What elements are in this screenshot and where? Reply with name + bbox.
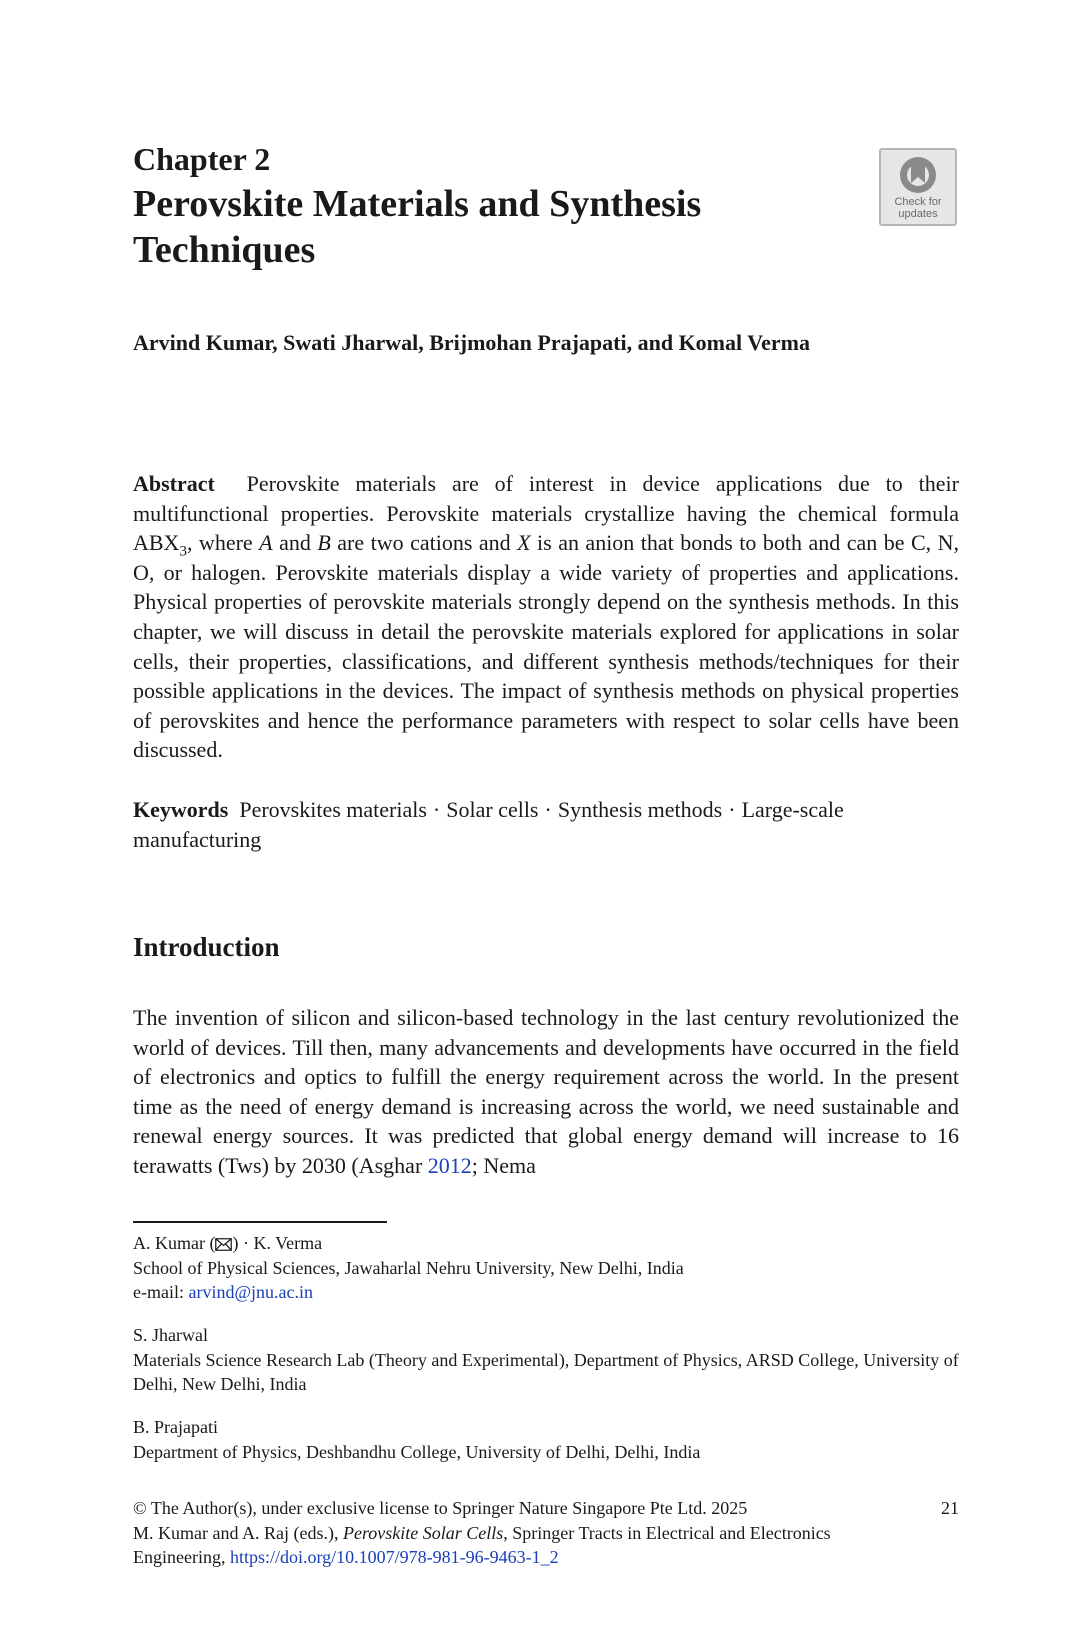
keywords-label: Keywords <box>133 797 229 822</box>
author-name: ) · K. Verma <box>232 1233 323 1253</box>
citation-link[interactable]: 2012 <box>427 1152 472 1178</box>
badge-text <box>881 196 955 220</box>
book-series: , Springer Tracts in Electrical and Electronics Engineering, <box>133 1522 831 1567</box>
affiliation-email-line <box>133 1280 959 1305</box>
affiliation-2 <box>133 1323 959 1397</box>
footnote-divider <box>133 1221 387 1223</box>
intro-text: The invention of silicon and silicon-based technology in the last century revolutionized the world of devices. Till then, many advancements and developments have occurred in the field of electronics and optics to fulfill the energy requirement across the world. In the present time as the need of energy demand is increasing across the world, we need sustainable and renewal energy sources. It was predicted that global energy demand will increase to 16 terawatts (Tws) by 2030 (Asghar <box>133 1005 959 1178</box>
affiliation-institution: Department of Physics, Deshbandhu College, University of Delhi, Delhi, India <box>133 1441 701 1462</box>
abstract-text-and: and <box>272 530 318 556</box>
affiliation-name: B. Prajapati <box>133 1417 218 1437</box>
keyword-item: Large-scale manufacturing <box>133 797 844 852</box>
keyword-separator: · <box>544 797 552 822</box>
copyright-line: © The Author(s), under exclusive license to Springer Nature Singapore Pte Ltd. 2025 <box>133 1498 748 1518</box>
book-editors: M. Kumar and A. Raj (eds.), <box>133 1522 343 1543</box>
crossmark-icon <box>899 156 937 194</box>
author-name: A. Kumar ( <box>133 1233 216 1253</box>
book-title: Perovskite Solar Cells <box>342 1522 504 1543</box>
abstract-text-where: , where <box>186 530 260 556</box>
keywords-paragraph <box>133 795 959 854</box>
copyright-block <box>133 1496 863 1570</box>
abstract-paragraph <box>133 469 959 765</box>
var-a: A <box>259 530 273 556</box>
keyword-item: Synthesis methods <box>557 797 723 822</box>
intro-text-after: ; Nema <box>471 1152 536 1178</box>
chapter-title: Perovskite Materials and Synthesis Techniques <box>133 183 702 271</box>
affiliation-institution: School of Physical Sciences, Jawaharlal Nehru University, New Delhi, India <box>133 1257 684 1278</box>
abstract-text-rest: is an anion that bonds to both and can be C, N, O, or halogen. Perovskite materials display a wide variety of properties and applications. Physical properties of perovskite materials strongly depend on the synthesis methods. In this chapter, we will discuss in detail the perovskite materials explored for applications in solar cells, their properties, classifications, and different synthesis methods/techniques for their possible applications in the devices. The impact of synthesis methods on physical properties of perovskites and hence the performance parameters with respect to solar cells have been discussed. <box>133 530 959 763</box>
badge-line-1: Check for <box>894 196 942 208</box>
email-link[interactable]: arvind@jnu.ac.in <box>188 1282 314 1302</box>
var-b: B <box>317 530 331 556</box>
badge-line-2: updates <box>898 208 938 220</box>
affiliation-names <box>133 1231 959 1256</box>
chapter-label: Chapter 2 <box>133 141 271 177</box>
page-number: 21 <box>941 1498 959 1518</box>
abstract-text-1: Perovskite materials are of interest in device applications due to their multifunctional properties. Perovskite materials crystallize having the chemical formula <box>133 471 959 526</box>
abstract-text-cations: are two cations and <box>330 530 518 556</box>
keyword-separator: · <box>728 797 736 822</box>
var-x: X <box>517 530 531 556</box>
book-citation <box>133 1521 863 1570</box>
envelope-icon <box>215 1238 232 1251</box>
formula-subscript: 3 <box>179 543 187 560</box>
abstract-label: Abstract <box>133 471 215 496</box>
author-list: Arvind Kumar, Swati Jharwal, Brijmohan Prajapati, and Komal Verma <box>133 330 810 355</box>
keyword-separator: · <box>432 797 441 822</box>
introduction-heading: Introduction <box>133 932 280 962</box>
keyword-item: Perovskites materials <box>239 797 427 822</box>
email-label: e-mail: <box>133 1282 189 1302</box>
affiliation-1 <box>133 1231 959 1305</box>
formula-base: ABX <box>133 530 180 556</box>
doi-link[interactable]: https://doi.org/10.1007/978-981-96-9463-1_2 <box>229 1547 559 1567</box>
affiliation-name: S. Jharwal <box>133 1325 208 1345</box>
affiliation-institution: Materials Science Research Lab (Theory and Experimental), Department of Physics, ARSD College, University of Delhi, New Delhi, India <box>133 1349 959 1394</box>
keyword-item: Solar cells <box>446 797 539 822</box>
affiliation-3 <box>133 1415 959 1464</box>
introduction-paragraph <box>133 1003 959 1181</box>
check-for-updates-badge[interactable] <box>879 148 957 226</box>
